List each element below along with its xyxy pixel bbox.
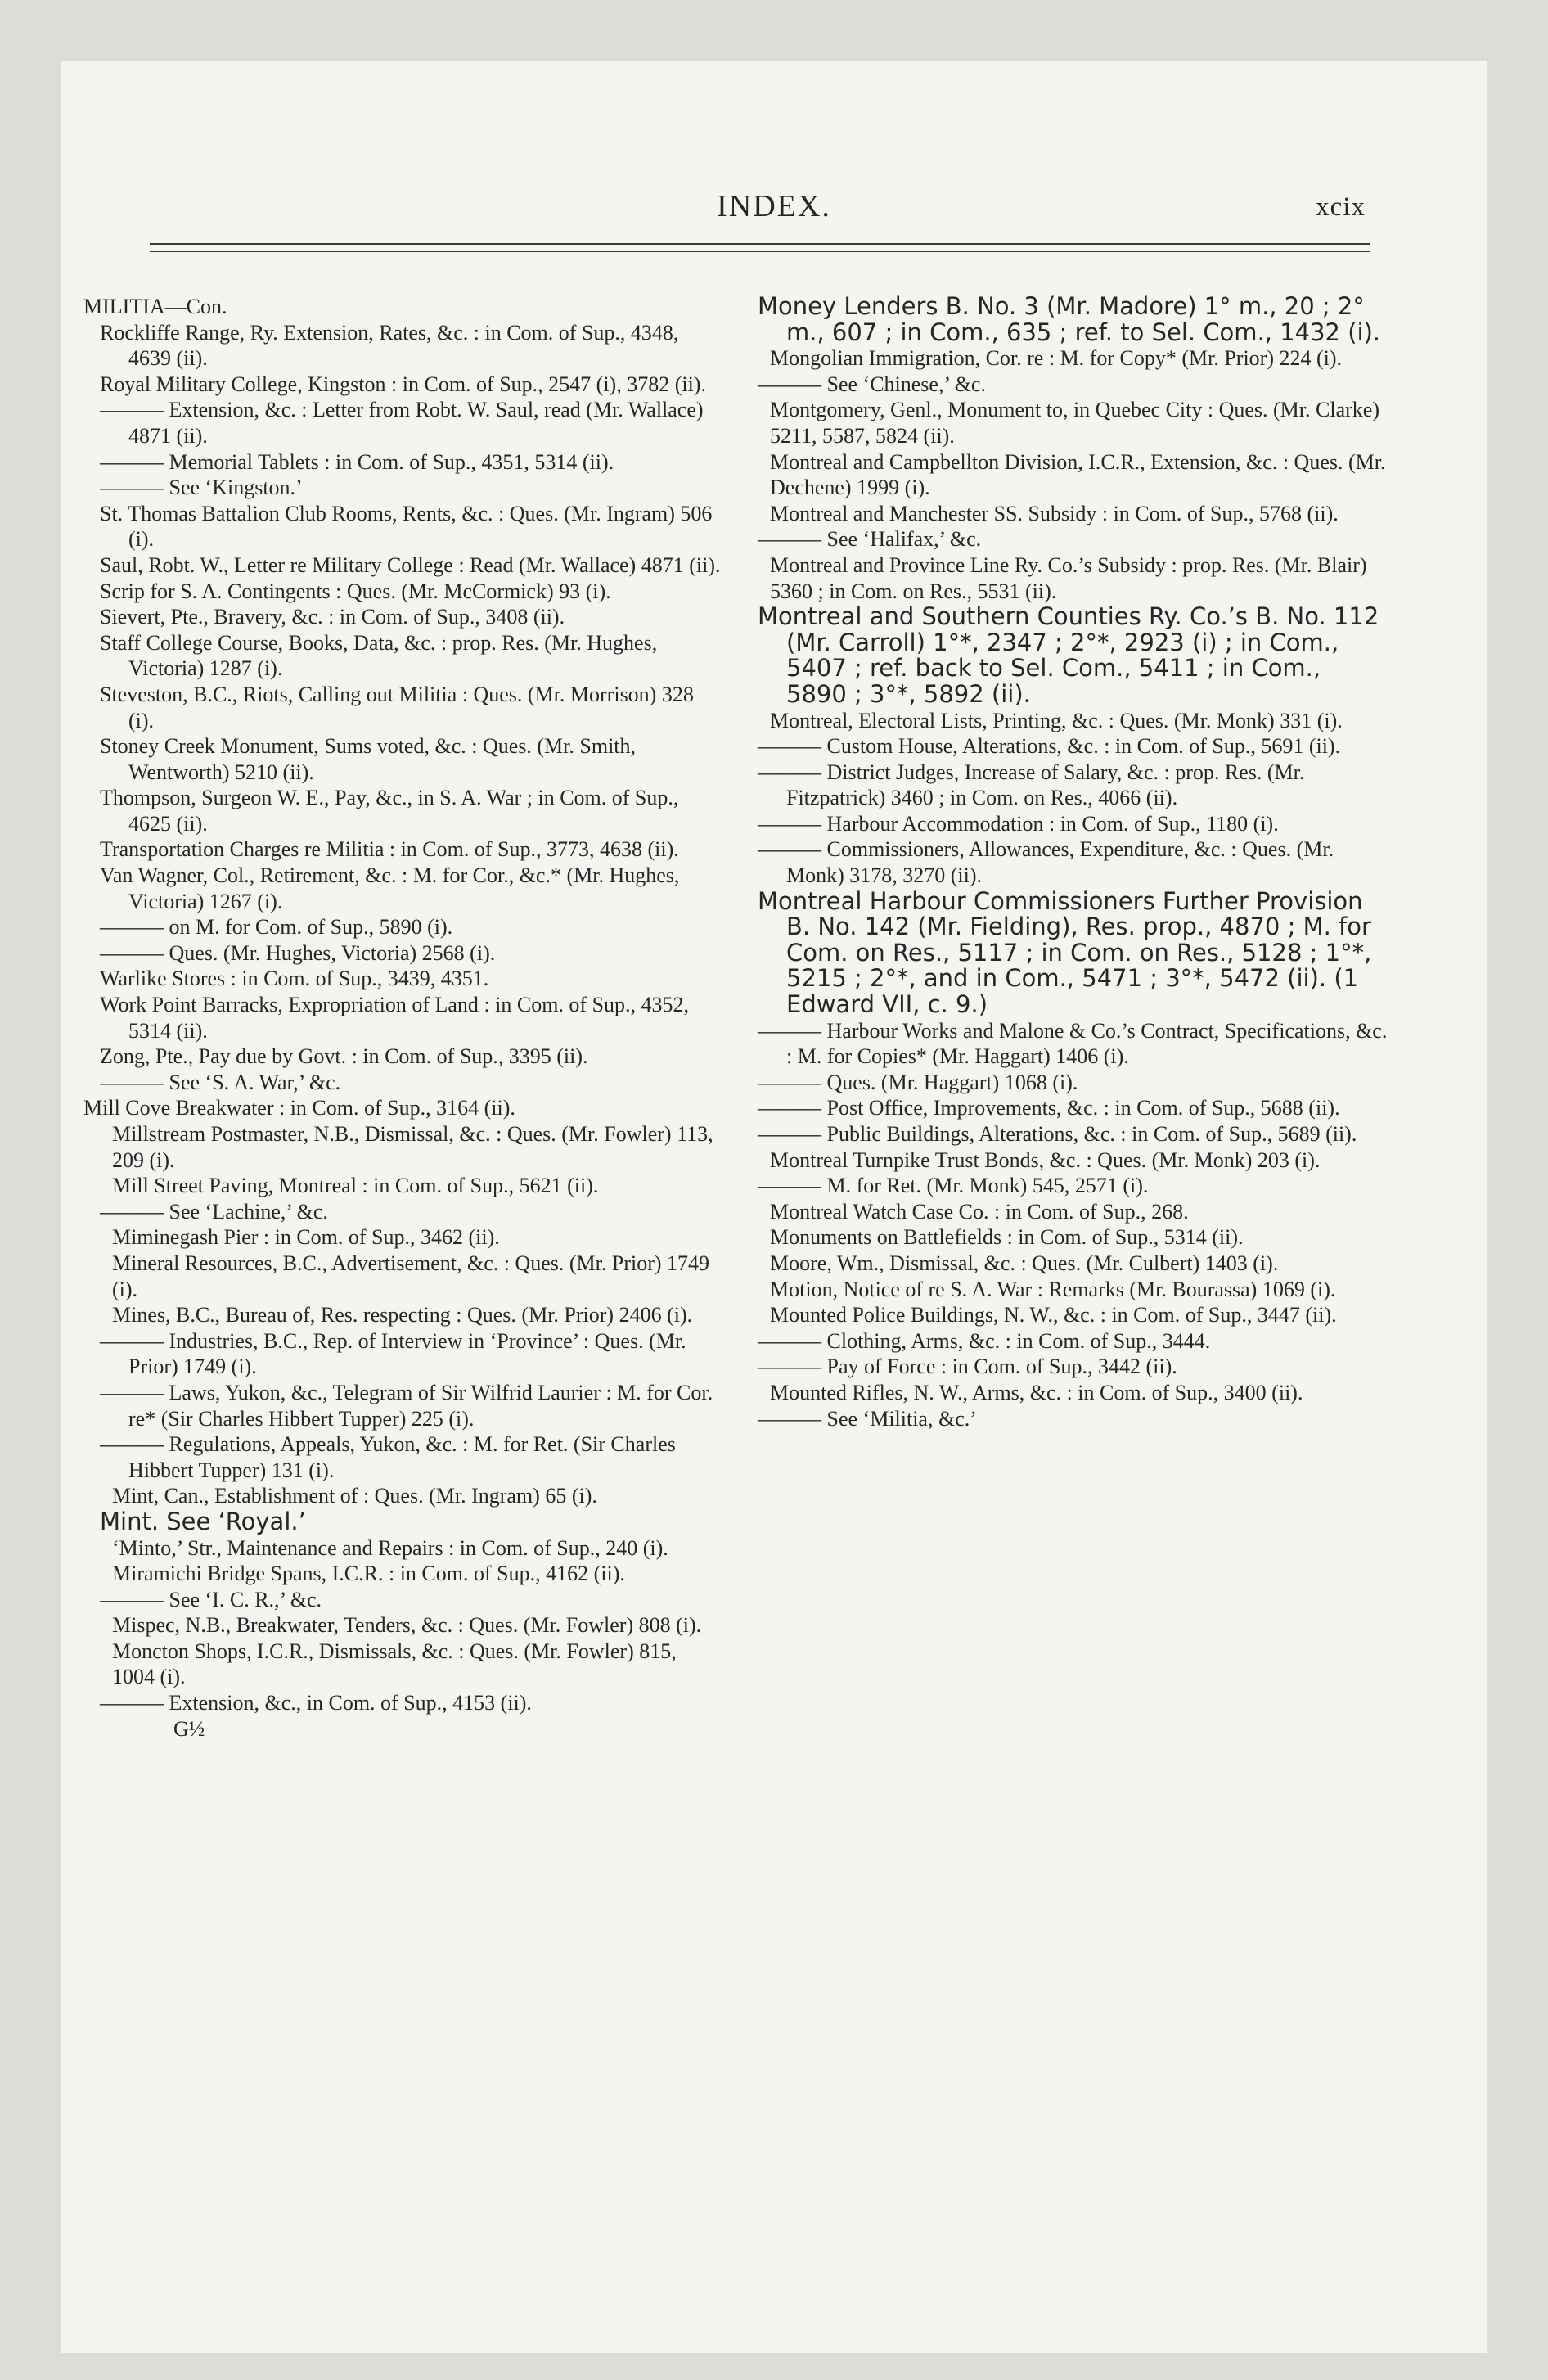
index-entry: ——— See ‘Chinese,’ &c. — [758, 372, 986, 396]
index-entry: ——— Industries, B.C., Rep. of Interview in ‘Province’ : Ques. (Mr. Prior) 1749 (i). — [100, 1328, 686, 1379]
index-entry: Transportation Charges re Militia : in Com. of Sup., 3773, 4638 (ii). — [100, 837, 679, 862]
index-entry: ——— See ‘Militia, &c.’ — [758, 1406, 977, 1431]
index-entry: ——— on M. for Com. of Sup., 5890 (i). — [100, 915, 453, 940]
index-entry: Work Point Barracks, Expropriation of Land : in Com. of Sup., 4352, 5314 (ii). — [100, 993, 690, 1043]
index-entry: Monuments on Battlefields : in Com. of Sup., 5314 (ii). — [770, 1225, 1244, 1250]
index-entry: ——— Public Buildings, Alterations, &c. : in Com. of Sup., 5689 (ii). — [758, 1122, 1357, 1146]
right-column — [731, 294, 1388, 1431]
index-entry: Mispec, N.B., Breakwater, Tenders, &c. : Ques. (Mr. Fowler) 808 (i). — [112, 1613, 702, 1638]
index-entry: ——— Clothing, Arms, &c. : in Com. of Sup., 3444. — [758, 1328, 1211, 1353]
index-entry: Zong, Pte., Pay due by Govt. : in Com. of Sup., 3395 (ii). — [100, 1044, 588, 1069]
index-entry: ——— Extension, &c., in Com. of Sup., 4153 (ii). — [100, 1691, 532, 1715]
index-entry: ——— Harbour Works and Malone & Co.’s Contract, Specifications, &c. : M. for Copies* (Mr. Haggart) 1406 (i). — [758, 1018, 1388, 1069]
header-rule-thin — [150, 251, 1370, 252]
index-entry: ——— Harbour Accommodation : in Com. of Sup., 1180 (i). — [758, 811, 1279, 836]
index-entry: Miramichi Bridge Spans, I.C.R. : in Com. of Sup., 4162 (ii). — [112, 1562, 625, 1586]
left-column — [83, 294, 722, 1742]
page-title: INDEX. — [717, 189, 831, 223]
index-entry: ——— See ‘Lachine,’ &c. — [100, 1199, 328, 1224]
index-entry: ——— Regulations, Appeals, Yukon, &c. : M. for Ret. (Sir Charles Hibbert Tupper) 131 (i). — [100, 1432, 676, 1482]
index-entry: Rockliffe Range, Ry. Extension, Rates, &c. : in Com. of Sup., 4348, 4639 (ii). — [100, 320, 679, 371]
header-rule — [150, 243, 1370, 245]
index-entry: Mill Street Paving, Montreal : in Com. of Sup., 5621 (ii). — [112, 1174, 599, 1198]
index-entry: ——— See ‘Kingston.’ — [100, 476, 303, 500]
index-entry: ——— Extension, &c. : Letter from Robt. W. Saul, read (Mr. Wallace) 4871 (ii). — [100, 398, 704, 448]
index-entry: Royal Military College, Kingston : in Com. of Sup., 2547 (i), 3782 (ii). — [100, 372, 706, 396]
index-entry: Sievert, Pte., Bravery, &c. : in Com. of Sup., 3408 (ii). — [100, 605, 565, 629]
page-number: xcix — [1316, 192, 1366, 222]
index-page — [61, 61, 1487, 2353]
index-entry: ——— Ques. (Mr. Hughes, Victoria) 2568 (i). — [100, 940, 496, 965]
index-entry: Money Lenders B. No. 3 (Mr. Madore) 1° m., 20 ; 2° m., 607 ; in Com., 635 ; ref. to Sel. Com., 1432 (i). — [758, 292, 1381, 346]
index-entry: Moncton Shops, I.C.R., Dismissals, &c. : Ques. (Mr. Fowler) 815, 1004 (i). — [112, 1639, 677, 1689]
index-entry: Stoney Creek Monument, Sums voted, &c. : Ques. (Mr. Smith, Wentworth) 5210 (ii). — [100, 734, 637, 784]
index-entry: ——— See ‘I. C. R.,’ &c. — [100, 1587, 322, 1611]
index-entry: Millstream Postmaster, N.B., Dismissal, &c. : Ques. (Mr. Fowler) 113, 209 (i). — [112, 1122, 713, 1172]
index-entry: Montreal Harbour Commissioners Further Provision B. No. 142 (Mr. Fielding), Res. prop., 4870 ; M. for Com. on Res., 5117 ; in Com. on Res., 5128 ; 1°*, 5215 ; 2°*, and in Com., 5471 ; 3°*, 5472 (ii). (1 Edward VII, c. 9.) — [758, 886, 1372, 1019]
index-entry: Montreal and Campbellton Division, I.C.R., Extension, &c. : Ques. (Mr. Dechene) 1999 (i). — [770, 449, 1386, 500]
index-entry: Montreal and Southern Counties Ry. Co.’s B. No. 112 (Mr. Carroll) 1°*, 2347 ; 2°*, 2923 (i) ; in Com., 5407 ; ref. back to Sel. Com., 5411 ; in Com., 5890 ; 3°*, 5892 (ii). — [758, 602, 1379, 708]
index-entry: ——— See ‘S. A. War,’ &c. — [100, 1070, 341, 1094]
index-entry: Steveston, B.C., Riots, Calling out Militia : Ques. (Mr. Morrison) 328 (i). — [100, 682, 694, 732]
index-entry: Moore, Wm., Dismissal, &c. : Ques. (Mr. Culbert) 1403 (i). — [770, 1251, 1279, 1275]
index-entry: Mint, Can., Establishment of : Ques. (Mr. Ingram) 65 (i). — [112, 1484, 597, 1508]
index-entry: ——— Post Office, Improvements, &c. : in Com. of Sup., 5688 (ii). — [758, 1096, 1340, 1120]
index-entry: Staff College Course, Books, Data, &c. : prop. Res. (Mr. Hughes, Victoria) 1287 (i). — [100, 630, 658, 681]
index-entry: ——— M. for Ret. (Mr. Monk) 545, 2571 (i). — [758, 1174, 1149, 1198]
index-entry: Mounted Police Buildings, N. W., &c. : in Com. of Sup., 3447 (ii). — [770, 1303, 1337, 1327]
index-entry: Mongolian Immigration, Cor. re : M. for Copy* (Mr. Prior) 224 (i). — [770, 346, 1343, 371]
index-entry: Motion, Notice of re S. A. War : Remarks (Mr. Bourassa) 1069 (i). — [770, 1277, 1336, 1301]
index-entry: Mineral Resources, B.C., Advertisement, &c. : Ques. (Mr. Prior) 1749 (i). — [112, 1251, 710, 1301]
index-entry: ‘Minto,’ Str., Maintenance and Repairs : in Com. of Sup., 240 (i). — [112, 1535, 668, 1560]
index-entry: Scrip for S. A. Contingents : Ques. (Mr. McCormick) 93 (i). — [100, 579, 611, 603]
index-entry: Mines, B.C., Bureau of, Res. respecting : Ques. (Mr. Prior) 2406 (i). — [112, 1303, 693, 1327]
index-entry: Montgomery, Genl., Monument to, in Quebec City : Ques. (Mr. Clarke) 5211, 5587, 5824 (ii). — [770, 398, 1379, 448]
index-entry: ——— Pay of Force : in Com. of Sup., 3442 (ii). — [758, 1355, 1177, 1379]
index-entry: Montreal Turnpike Trust Bonds, &c. : Ques. (Mr. Monk) 203 (i). — [770, 1147, 1321, 1172]
index-entry: Thompson, Surgeon W. E., Pay, &c., in S. A. War ; in Com. of Sup., 4625 (ii). — [100, 786, 679, 836]
index-entry: Van Wagner, Col., Retirement, &c. : M. for Cor., &c.* (Mr. Hughes, Victoria) 1267 (i). — [100, 863, 680, 913]
index-entry: Montreal Watch Case Co. : in Com. of Sup., 268. — [770, 1199, 1189, 1224]
index-entry: MILITIA—Con. — [83, 295, 227, 318]
index-entry: ——— Ques. (Mr. Haggart) 1068 (i). — [758, 1070, 1078, 1094]
index-entry: ——— Commissioners, Allowances, Expenditure, &c. : Ques. (Mr. Monk) 3178, 3270 (ii). — [758, 837, 1334, 888]
index-entry: Montreal and Manchester SS. Subsidy : in Com. of Sup., 5768 (ii). — [770, 501, 1339, 525]
index-entry: Montreal and Province Line Ry. Co.’s Subsidy : prop. Res. (Mr. Blair) 5360 ; in Com. on Res., 5531 (ii). — [770, 552, 1367, 603]
index-entry: Miminegash Pier : in Com. of Sup., 3462 (ii). — [112, 1225, 500, 1250]
index-entry: Mill Cove Breakwater : in Com. of Sup., 3164 (ii). — [83, 1096, 515, 1120]
signature-mark: G½ — [173, 1716, 205, 1741]
index-entry: Montreal, Electoral Lists, Printing, &c. : Ques. (Mr. Monk) 331 (i). — [770, 708, 1343, 732]
index-entry: St. Thomas Battalion Club Rooms, Rents, &c. : Ques. (Mr. Ingram) 506 (i). — [100, 501, 713, 552]
index-entry: ——— District Judges, Increase of Salary, &c. : prop. Res. (Mr. Fitzpatrick) 3460 ; in Com. on Res., 4066 (ii). — [758, 760, 1305, 810]
index-entry: Saul, Robt. W., Letter re Military College : Read (Mr. Wallace) 4871 (ii). — [100, 552, 721, 577]
index-entry: ——— Laws, Yukon, &c., Telegram of Sir Wilfrid Laurier : M. for Cor. re* (Sir Charles Hibbert Tupper) 225 (i). — [100, 1380, 713, 1431]
index-entry: Mint. See ‘Royal.’ — [100, 1507, 306, 1535]
index-entry: ——— See ‘Halifax,’ &c. — [758, 527, 982, 552]
index-entry: ——— Memorial Tablets : in Com. of Sup., 4351, 5314 (ii). — [100, 449, 614, 474]
index-entry: Warlike Stores : in Com. of Sup., 3439, 4351. — [100, 967, 489, 991]
index-entry: ——— Custom House, Alterations, &c. : in Com. of Sup., 5691 (ii). — [758, 734, 1341, 759]
index-entry: Mounted Rifles, N. W., Arms, &c. : in Com. of Sup., 3400 (ii). — [770, 1380, 1303, 1404]
